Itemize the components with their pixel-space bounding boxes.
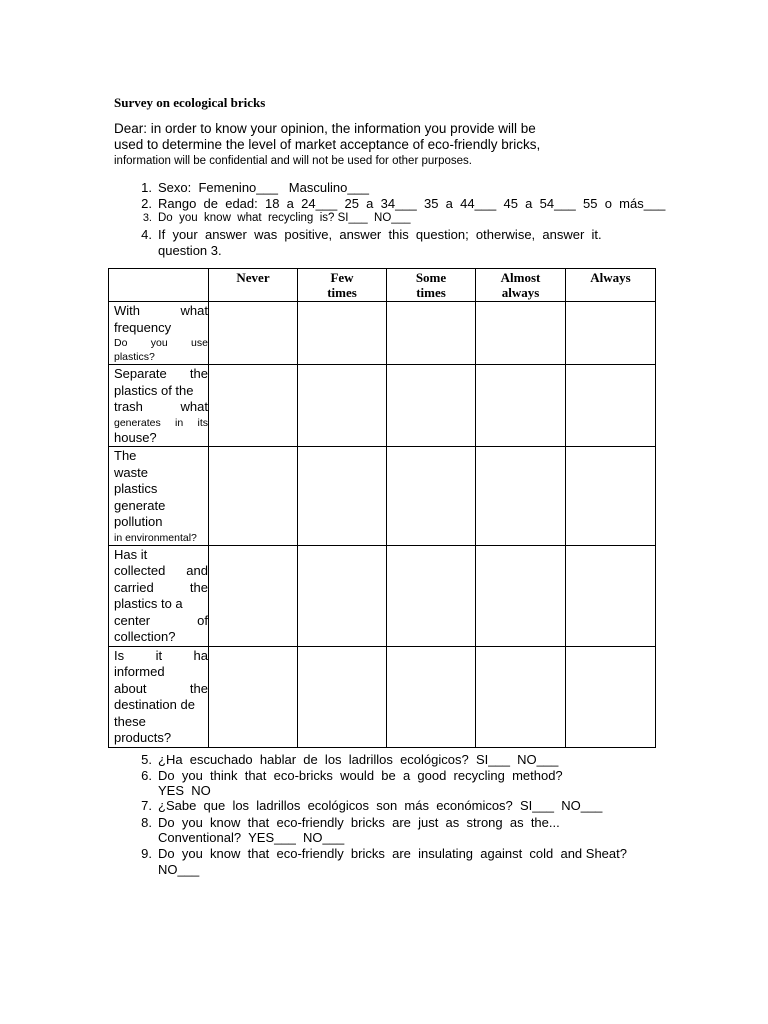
question-text: Do you think that eco-bricks would be a good recycling method? [158, 768, 563, 783]
question-text: Rango de edad: 18 a 24___ 25 a 34___ 35 a 44___ 45 a 54___ 55 o más___ [158, 196, 666, 211]
document-title: Survey on ecological bricks [114, 95, 266, 110]
question-number: 3. [142, 212, 152, 224]
answer-cell-never[interactable] [209, 365, 298, 447]
header-cell-some-times: Some times [387, 269, 476, 302]
answer-cell-few-times[interactable] [298, 646, 387, 747]
row-label: Has it collected and carried the plastics to a center of collection? [109, 545, 209, 646]
answer-cell-almost-always[interactable] [476, 447, 566, 546]
answer-cell-never[interactable] [209, 302, 298, 365]
answer-cell-few-times[interactable] [298, 545, 387, 646]
answer-cell-never[interactable] [209, 646, 298, 747]
question-number: 1. [141, 180, 152, 195]
answer-cell-few-times[interactable] [298, 302, 387, 365]
answer-cell-always[interactable] [566, 447, 656, 546]
intro-paragraph [114, 121, 584, 169]
question-number: 7. [141, 798, 152, 813]
header-cell-blank [109, 269, 209, 302]
intro-line-3: information will be confidential and will not be used for other purposes. [114, 155, 472, 167]
question-text-continued: NO___ [158, 862, 200, 877]
answer-cell-some-times[interactable] [387, 646, 476, 747]
answer-cell-some-times[interactable] [387, 302, 476, 365]
row-label: Is it ha informed about the destination de these products? [109, 646, 209, 747]
question-text: Sexo: Femenino___ Masculino___ [158, 180, 370, 195]
question-text: ¿Sabe que los ladrillos ecológicos son más económicos? SI___ NO___ [158, 798, 603, 813]
header-cell-never: Never [209, 269, 298, 302]
frequency-table [108, 268, 656, 748]
answer-cell-almost-always[interactable] [476, 545, 566, 646]
answer-cell-some-times[interactable] [387, 365, 476, 447]
answer-cell-never[interactable] [209, 447, 298, 546]
table-row [109, 447, 656, 546]
question-text: Do you know that eco-friendly bricks are just as strong as the... [158, 815, 560, 830]
answer-cell-never[interactable] [209, 545, 298, 646]
answer-cell-few-times[interactable] [298, 365, 387, 447]
table-row [109, 302, 656, 365]
question-number: 4. [141, 227, 152, 242]
answer-cell-almost-always[interactable] [476, 365, 566, 447]
row-label: The waste plastics generate pollution in environmental? [109, 447, 209, 546]
question-text: Do you know what recycling is? SI___ NO___ [158, 212, 411, 224]
question-number: 8. [141, 815, 152, 830]
question-text-continued: YES NO [158, 783, 211, 798]
answer-cell-always[interactable] [566, 365, 656, 447]
question-text: Do you know that eco-friendly bricks are insulating against cold and Sheat? [158, 846, 627, 861]
answer-cell-always[interactable] [566, 302, 656, 365]
question-number: 6. [141, 768, 152, 783]
table-header-row [109, 269, 656, 302]
answer-cell-few-times[interactable] [298, 447, 387, 546]
header-cell-always: Always [566, 269, 656, 302]
question-text-continued: Conventional? YES___ NO___ [158, 830, 345, 845]
answer-cell-some-times[interactable] [387, 545, 476, 646]
table-row [109, 365, 656, 447]
question-text: ¿Ha escuchado hablar de los ladrillos ecológicos? SI___ NO___ [158, 752, 559, 767]
table-row [109, 646, 656, 747]
question-text-continued: question 3. [158, 243, 222, 258]
question-number: 5. [141, 752, 152, 767]
answer-cell-almost-always[interactable] [476, 302, 566, 365]
row-label: With what frequency Do you use plastics? [109, 302, 209, 365]
question-number: 9. [141, 846, 152, 861]
answer-cell-always[interactable] [566, 545, 656, 646]
question-number: 2. [141, 196, 152, 211]
answer-cell-almost-always[interactable] [476, 646, 566, 747]
header-cell-few-times: Few times [298, 269, 387, 302]
question-text: If your answer was positive, answer this question; otherwise, answer it. [158, 227, 602, 242]
answer-cell-always[interactable] [566, 646, 656, 747]
table-row [109, 545, 656, 646]
header-cell-almost-always: Almost always [476, 269, 566, 302]
row-label: Separate the plastics of the trash what generates in its house? [109, 365, 209, 447]
intro-line-1: Dear: in order to know your opinion, the information you provide will be [114, 121, 536, 136]
answer-cell-some-times[interactable] [387, 447, 476, 546]
intro-line-2: used to determine the level of market acceptance of eco-friendly bricks, [114, 137, 541, 152]
